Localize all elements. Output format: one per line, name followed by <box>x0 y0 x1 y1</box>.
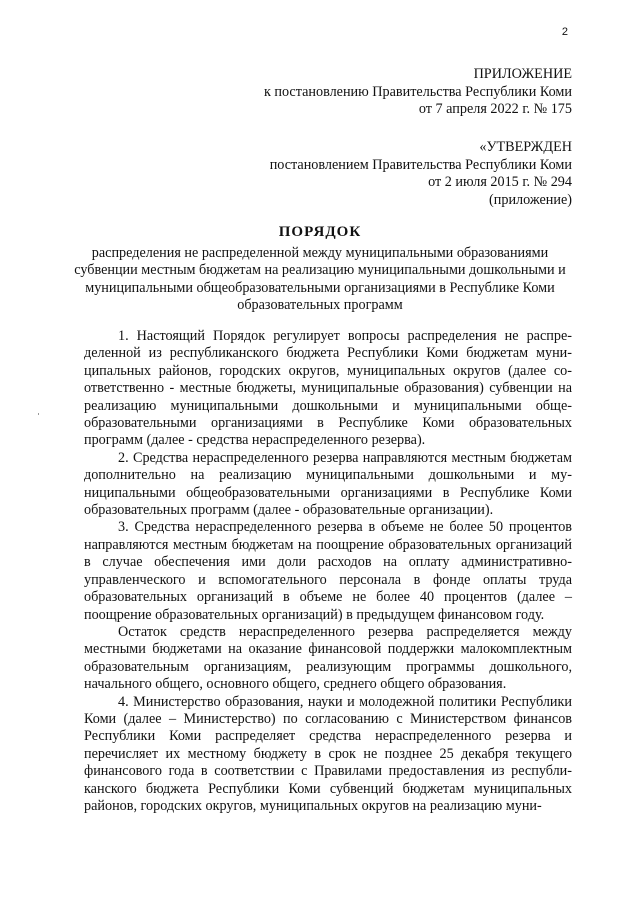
appendix-header <box>264 66 572 119</box>
paragraph: 1. Настоящий Порядок регулирует вопросы распределения не распределенной из республиканского бюджета Республики Коми бюджетам муниципальных районов, городских округов, муниципальных округов (далее соответственно - местные бюджеты, муниципальные образования) субвенции на реализацию муниципальными дошкольными и муниципальными общеобразовательными организациями в Республике Коми образовательных программ (далее - средства нераспределенного резерва). <box>84 328 572 449</box>
approval-line: (приложение) <box>489 191 572 208</box>
approval-line: от 2 июля 2015 г. № 294 <box>428 174 572 190</box>
approval-line: «УТВЕРЖДЕН <box>479 139 572 155</box>
margin-mark <box>38 413 39 415</box>
page-number: 2 <box>561 26 568 38</box>
appendix-line: ПРИЛОЖЕНИЕ <box>473 66 572 82</box>
appendix-line: от 7 апреля 2022 г. № 175 <box>418 101 572 117</box>
document-body <box>84 328 572 815</box>
paragraph: 3. Средства нераспределенного резерва в объеме не более 50 процентов направляются местным бюджетам на поощрение образовательных организаций в случае обеспечения ими доли расходов на оплату административно-управленческого и вспомогательного персонала в фонде оплаты труда образовательных организаций в объеме не более 40 процентов (далее – поощрение образовательных организаций) в предыдущем финансовом году. <box>84 519 572 623</box>
appendix-line: к постановлению Правительства Республики Коми <box>263 83 572 100</box>
approval-line: постановлением Правительства Республики Коми <box>269 156 572 173</box>
paragraph: Остаток средств нераспределенного резерва распределяется между местными бюджетами на оказание финансовой поддержки малокомплектным образовательным организациям, реализующим программы дошкольного, начального общего, основного общего, среднего общего образования. <box>84 623 572 693</box>
document-title: ПОРЯДОК <box>278 224 362 240</box>
paragraph: 4. Министерство образования, науки и молодежной политики Республики Коми (далее – Министерство) по согласованию с Министерством финансов Республики Коми распределяет средства нераспределенного резерва и перечисляет их местному бюджету в срок не позднее 25 декабря текущего финансового года в соответствии с Правилами предоставления из республиканского бюджета Республики Коми субвенций бюджетам муниципальных районов, городских округов, муниципальных округов на реализацию муни- <box>84 693 572 814</box>
approval-header <box>270 139 572 209</box>
document-subtitle: распределения не распределенной между муниципальными образованиями субвенции местным бюджетам на реализацию муниципальными дошкольными и муниципальными общеобразовательными организациями в Республике Коми образовательных программ <box>74 245 566 314</box>
paragraph: 2. Средства нераспределенного резерва направляются местным бюджетам дополнительно на реализацию муниципальными дошкольными и муниципальными общеобразовательными организациями в Республике Коми образовательных программ (далее - образовательные организации). <box>84 449 572 519</box>
